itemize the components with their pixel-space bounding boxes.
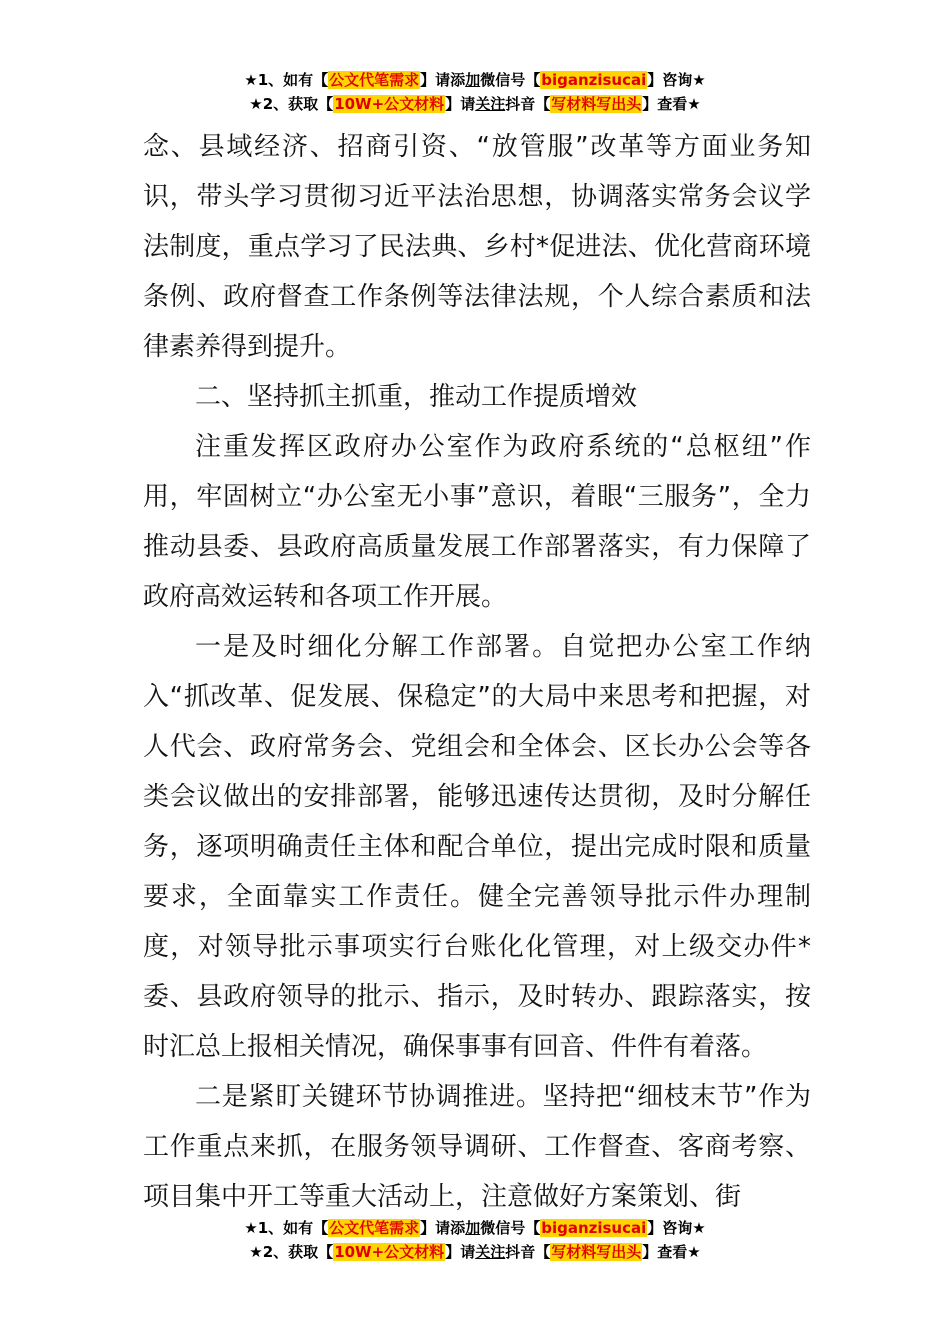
banner-highlight-wechat: biganzisucai (541, 71, 647, 89)
section-heading: 二、坚持抓主抓重，推动工作提质增效 (195, 382, 638, 412)
paragraph: 注重发挥区政府办公室作为政府系统的“总枢纽”作用，牢固树立“办公室无小事”意识，着眼“三服务”，全力推动县委、县政府高质量发展工作部署落实，有力保障了政府高效运转和各项工作开展。 (143, 432, 811, 612)
paragraph: 二是紧盯关键环节协调推进。坚持把“细枝末节”作为工作重点来抓，在服务领导调研、工作督查、客商考察、项目集中开工等重大活动上，注意做好方案策划、街 (143, 1082, 811, 1212)
footer-promo-banner (0, 1216, 950, 1264)
banner-line-1: ★1、如有【公文代笔需求】请添加微信号【biganzisucai】咨询★ (244, 71, 706, 89)
header-promo-banner (0, 68, 950, 116)
paragraph-continued: 念、县域经济、招商引资、“放管服”改革等方面业务知识，带头学习贯彻习近平法治思想，协调落实常务会议学法制度，重点学习了民法典、乡村*促进法、优化营商环境条例、政府督查工作条例等法律法规，个人综合素质和法律素养得到提升。 (143, 132, 811, 362)
banner-line-2: ★2、获取【10W+公文材料】请关注抖音【写材料写出头】查看★ (249, 1243, 701, 1261)
banner-highlight-douyin: 写材料写出头 (551, 1243, 642, 1261)
banner-highlight-douyin: 写材料写出头 (551, 95, 642, 113)
banner-highlight-service: 公文代笔需求 (329, 71, 420, 89)
banner-highlight-wechat: biganzisucai (541, 1219, 647, 1237)
banner-highlight-materials: 10W+公文材料 (334, 95, 445, 113)
banner-line-2: ★2、获取【10W+公文材料】请关注抖音【写材料写出头】查看★ (249, 95, 701, 113)
banner-highlight-service: 公文代笔需求 (329, 1219, 420, 1237)
banner-highlight-materials: 10W+公文材料 (334, 1243, 445, 1261)
banner-line-1: ★1、如有【公文代笔需求】请添加微信号【biganzisucai】咨询★ (244, 1219, 706, 1237)
paragraph: 一是及时细化分解工作部署。自觉把办公室工作纳入“抓改革、促发展、保稳定”的大局中来思考和把握，对人代会、政府常务会、党组会和全体会、区长办公会等各类会议做出的安排部署，能够迅速传达贯彻，及时分解任务，逐项明确责任主体和配合单位，提出完成时限和质量要求，全面靠实工作责任。健全完善领导批示件办理制度，对领导批示事项实行台账化化管理，对上级交办件*委、县政府领导的批示、指示，及时转办、跟踪落实，按时汇总上报相关情况，确保事事有回音、件件有着落。 (143, 632, 811, 1062)
document-body (143, 122, 811, 1222)
